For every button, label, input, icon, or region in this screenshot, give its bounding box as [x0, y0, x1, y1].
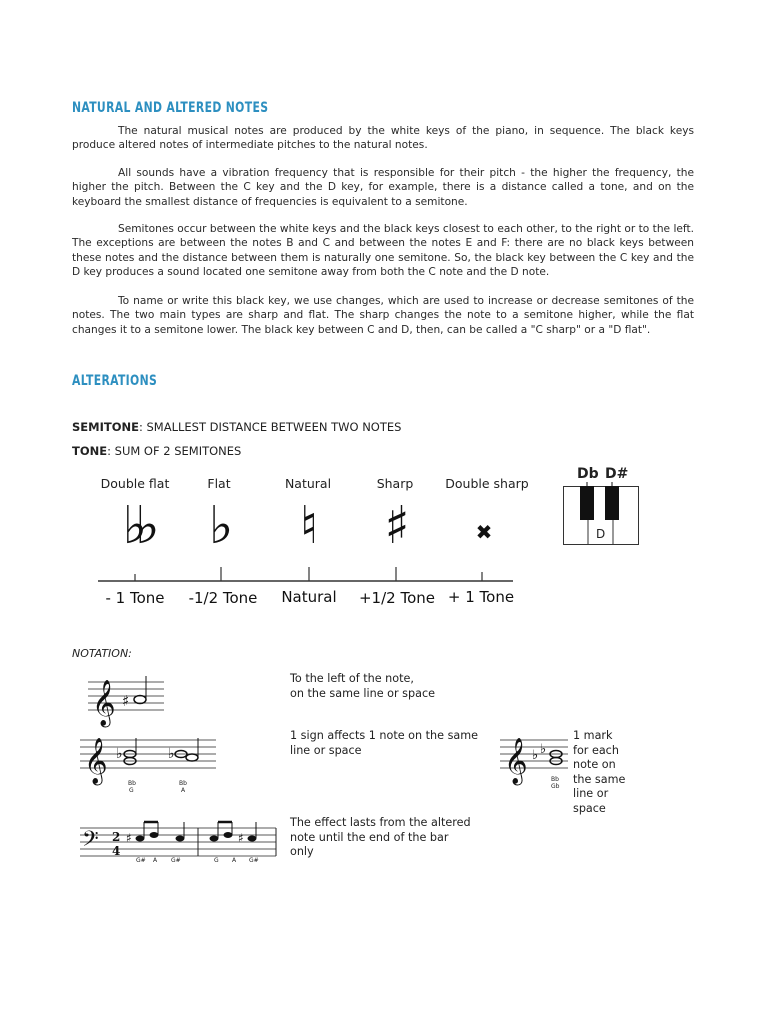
piano-label-db: Db	[577, 466, 599, 482]
staff4-label-5: A	[232, 857, 237, 864]
piano-label-dsharp: D#	[605, 466, 629, 482]
piano-key-d-label: D	[596, 527, 606, 541]
staff2-label-a: A	[181, 787, 186, 794]
staff-example-1	[88, 672, 168, 724]
svg-text:♭: ♭	[168, 746, 175, 762]
section-heading-alterations: ALTERATIONS	[72, 373, 158, 389]
staff3-label-gb: Gb	[551, 783, 560, 790]
sharp-icon: ♯	[384, 496, 410, 556]
paragraph-2: All sounds have a vibration frequency that is responsible for their pitch - the higher the frequency, the higher the pitch. Between the C key and the D key, for example, there is a distance called a tone, and on the keyboard the smallest distance of frequencies is equivalent to a semitone.	[72, 167, 694, 208]
label-sharp: Sharp	[376, 476, 414, 491]
label-flat: Flat	[207, 476, 231, 491]
double-sharp-icon: ✖	[475, 520, 493, 544]
svg-text:𝄞: 𝄞	[92, 680, 116, 726]
staff2-label-g: G	[129, 787, 134, 794]
label-double-sharp: Double sharp	[445, 476, 529, 491]
notation-title: NOTATION:	[72, 647, 132, 660]
notation-rule-2: 1 sign affects 1 note on the same line or space	[290, 729, 479, 757]
label-double-flat: Double flat	[100, 476, 170, 491]
staff2-label-bb2: Bb	[179, 780, 187, 787]
notation-rule-3: 1 mark for each note on the same line or space	[573, 729, 626, 815]
paragraph-4: To name or write this black key, we use changes, which are used to increase or decrease semitones of the notes. The two main types are sharp and flat. The sharp changes the note to a semitone higher, while the flat changes it to a semitone lower. The black key between C and D, then, can be called a "C sharp" or a "D flat".	[72, 295, 694, 336]
tone-value-double-flat: - 1 Tone	[105, 589, 165, 607]
staff4-label-2: A	[153, 857, 158, 864]
svg-text:♯: ♯	[122, 692, 130, 710]
notation-rule-1: To the left of the note, on the same line or space	[290, 672, 435, 700]
svg-text:♭: ♭	[532, 748, 539, 763]
flat-icon: ♭	[208, 496, 234, 556]
semitone-def: : SMALLEST DISTANCE BETWEEN TWO NOTES	[138, 420, 402, 434]
semitone-term: SEMITONE	[72, 420, 139, 434]
time-sig-bottom: 4	[112, 844, 121, 858]
piano-diagram	[563, 466, 639, 546]
staff4-label-3: G#	[171, 857, 181, 864]
svg-text:♭: ♭	[116, 746, 123, 762]
svg-text:𝄞: 𝄞	[84, 738, 108, 784]
staff3-label-bb: Bb	[551, 776, 559, 783]
section-heading-natural-altered: NATURAL AND ALTERED NOTES	[72, 100, 269, 116]
tone-value-sharp: +1/2 Tone	[358, 589, 435, 607]
staff-example-3	[500, 728, 572, 782]
label-natural: Natural	[284, 476, 332, 491]
svg-text:𝄞: 𝄞	[504, 738, 528, 784]
staff4-label-1: G#	[136, 857, 146, 864]
time-sig-top: 2	[112, 830, 121, 844]
paragraph-3: Semitones occur between the white keys and the black keys closest to each other, to the right or to the left. The exceptions are between the notes B and C and between the notes E and F: there are no black keys between these notes and the distance between them is naturally one semitone. So, the black key between the C key and the D key produces a sound located one semitone away from both the C note and the D note.	[72, 223, 694, 278]
staff2-label-bb: Bb	[128, 780, 136, 787]
staff4-label-6: G#	[249, 857, 259, 864]
tone-term: TONE	[72, 444, 108, 458]
notation-rule-4: The effect lasts from the altered note until the end of the bar only	[290, 816, 471, 858]
staff-example-2	[80, 730, 220, 794]
svg-text:𝄢: 𝄢	[82, 827, 99, 857]
tone-value-double-sharp: + 1 Tone	[447, 588, 515, 606]
staff4-label-4: G	[214, 857, 219, 864]
svg-text:♯: ♯	[238, 831, 244, 845]
svg-text:♭: ♭	[540, 742, 547, 757]
svg-text:♯: ♯	[126, 831, 132, 845]
tone-def: : SUM OF 2 SEMITONES	[107, 444, 242, 458]
tone-value-natural: Natural	[281, 588, 337, 606]
paragraph-1: The natural musical notes are produced by the white keys of the piano, in sequence. The black keys produce altered notes of intermediate pitches to the natural notes.	[72, 125, 694, 152]
natural-icon: ♮	[299, 496, 319, 556]
double-flat-icon: ♭♭	[122, 496, 148, 556]
tone-value-flat: -1/2 Tone	[188, 589, 258, 607]
